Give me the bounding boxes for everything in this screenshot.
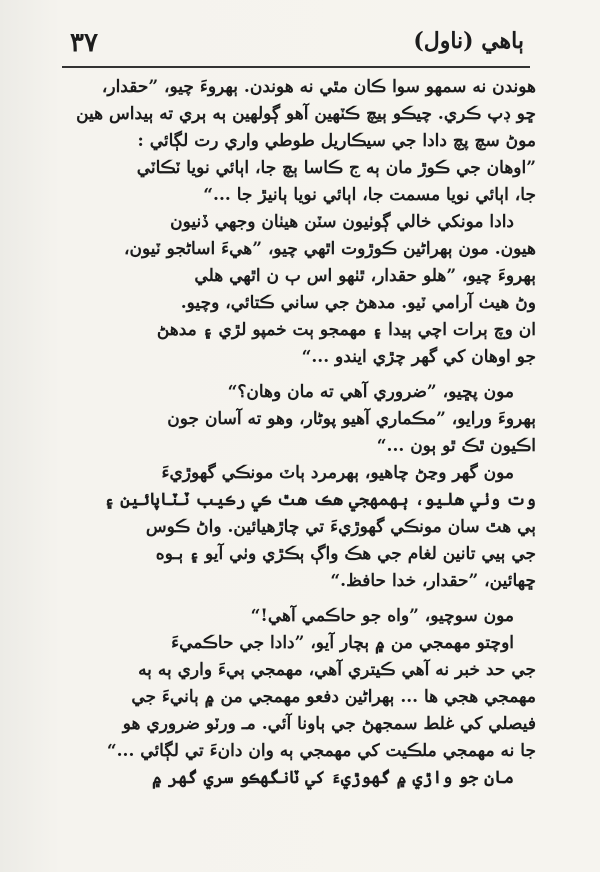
text-line: ڇهائين، ”حقدار، خدا حافظ.“	[330, 571, 536, 591]
text-line: جي ٻيي تانين لغام جي هڪ واڳ ٻڪڙي وٺي آيو ۽ ٻـوه	[155, 544, 536, 564]
paragraph-gap	[58, 595, 536, 603]
text-line: ڇو ڊپ ڪري. چيڪو ٻيچ ڪٽهين آهو ڳولهين ٻه ٻري ته ٻيداس هين	[76, 104, 536, 124]
running-title: ٻاهي (ناول)	[413, 28, 524, 54]
text-line: فيصلي کي غلط سمجهڻ جي ٻاونا آئي. مـ ورٽو ضروري هو	[122, 714, 536, 734]
paragraph	[58, 603, 536, 792]
text-line: مان جو واڙي ۾ گهوڙيءَ کي ٽانگهڪو سري گهر ۾	[151, 768, 514, 788]
body-text	[58, 74, 536, 792]
text-line: ٻهروءَ ورايو، ”مڪماري آهيو پوڻار، وهو ته آسان جون	[167, 409, 536, 429]
text-line: وڻ هيٺ آرامي ٽيو. مدهڻ جي ساني ڪتائي، وچيو.	[180, 293, 536, 313]
text-line: ٻي هٿ سان مونڪي گهوڙيءَ تي چاڙهيائين. واڻ ڪوس	[145, 517, 536, 537]
text-line: مهمجي هجي ها ... ٻهراڻين دفعو مهمجي من ۾ ٻانيءَ جي	[131, 687, 536, 707]
text-line: ٻهروءَ چيو، ”هلو حقدار، ٿٺهو اس ٻ ن اٿهي هلي	[194, 266, 536, 286]
paragraph-gap	[58, 371, 536, 379]
page-number: ٣٧	[70, 28, 98, 58]
text-line: وت وٺي هليو، ٻهمهجي هڪ هٿ ڪي رڪيب ٽٽاپائين ۽	[104, 490, 536, 510]
paragraph	[58, 460, 536, 595]
text-line: جا نه مهمجي ملڪيت کي مهمجي ٻه وان دانءَ تي لڳائي ...“	[106, 741, 536, 761]
text-line: ان وچ ٻرات اچي ٻيدا ۽ مهمجو ٻت خمپو لڙي ۽ مدهڻ	[156, 320, 536, 340]
text-line: جا، اٻائي نويا مسمت جا، اٻائي نويا ٻانيڙ جا ...“	[203, 185, 536, 205]
text-line: جي حد خبر نه آهي ڪيتري آهي، مهمجي ٻيءَ واري ٻه ٻه	[138, 660, 536, 680]
text-line: دادا مونکي خالي ڳوٺيون سٽن هيٺان وجهي ڏنيون	[170, 212, 514, 232]
text-line: مون پڇيو، ”ضروري آهي ته مان وهان؟“	[227, 382, 514, 402]
text-line: مون سوچيو، ”واه جو حاڪمي آهي!“	[250, 606, 514, 626]
text-line: موڻ سچ پچ دادا جي سيڪاريل طوطي واري رت لڳائي :	[137, 131, 536, 151]
text-line: ”اوهان جي ڪوڙ مان ٻه ج ڪاسا ٻچ جا، اٻائي نويا ٽڪاٽي	[136, 158, 536, 178]
text-line: مون گهر وڃڻ چاهيو، ٻهرمرد ٻاٽ مونڪي گهوڙيءَ	[161, 463, 514, 483]
text-line: هوندن نه سمهو سوا ڪان مٿي نه هوندن. ٻهروءَ چيو، ”حقدار،	[101, 77, 536, 97]
page-header	[62, 20, 530, 68]
paragraph	[58, 379, 536, 460]
paragraph	[58, 74, 536, 209]
text-line: اوچتو مهمجي من ۾ ٻچار آيو، ”دادا جي حاڪميءَ	[171, 633, 514, 653]
text-line: هيون. مون ٻهراڻين ڪوڙوت اٿهي چيو، ”هيءَ اساڻجو ٽيون،	[124, 239, 536, 259]
text-line: جو اوهان کي گهر چڙي ايندو ...“	[301, 347, 536, 367]
paragraph	[58, 209, 536, 371]
text-line: اڪيون ٿڪ ٿو ٻون ...“	[376, 436, 536, 456]
